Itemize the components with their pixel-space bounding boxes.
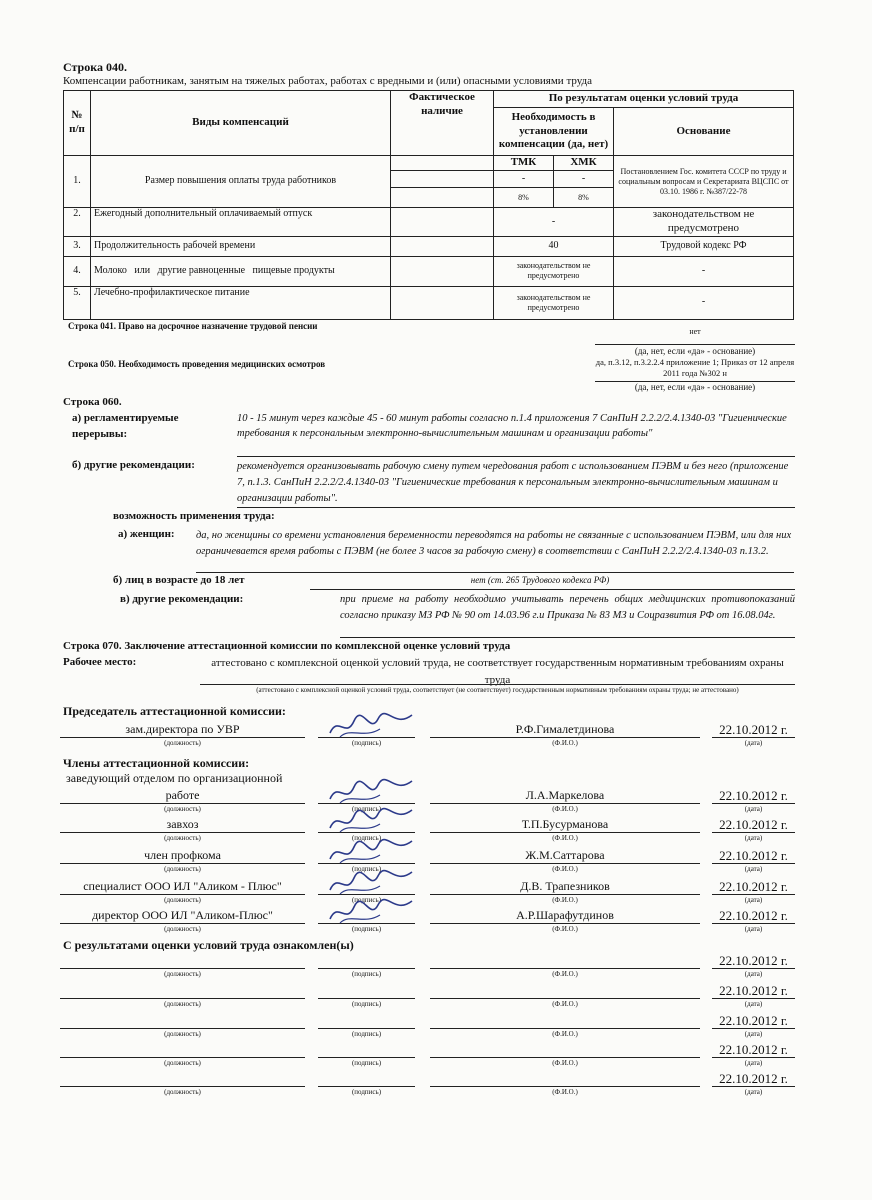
other2-value: при приеме на работу необходимо учитывать перечень общих медицинских противопоказаний согласно приказу МЗ РФ № 90 от 14.03.96 г.и Приказа № 83 МЗ и Соцразвития РФ от 16.08.04г. (340, 594, 795, 621)
chairman-name-line (430, 737, 700, 738)
member-5-name-line (430, 923, 700, 924)
acquainted-4-position-caption: (должность) (164, 1059, 201, 1067)
chairman-position-line (60, 737, 305, 738)
acquainted-5-signature-line (318, 1086, 415, 1087)
possibility-label: возможность применения труда: (113, 510, 275, 522)
acquainted-4-date-caption: (дата) (744, 1059, 763, 1067)
acquainted-2-position-line (60, 998, 305, 999)
section-050-value: да, п.3.12, п.3.2.2.4 приложение 1; Приказ от 12 апреля 2011 года №302 н (595, 357, 795, 379)
section-041-label: Строка 041. Право на досрочное назначение трудовой пенсии (68, 321, 318, 331)
minors-label: б) лиц в возрасте до 18 лет (113, 574, 245, 586)
acquainted-3-date: 22.10.2012 г. (719, 1013, 788, 1028)
member-5-position-line (60, 923, 305, 924)
acquainted-1-signature-caption: (подпись) (351, 970, 382, 978)
member-3-signature-caption: (подпись) (351, 865, 382, 873)
row-3-basis: Трудовой кодекс РФ (614, 236, 794, 256)
row-3-actual (391, 236, 494, 256)
women-value: да, но женщины со времени установления беременности переводятся на работы не связанные с использованием ПЭВМ, или для них ограничевается время работы с ПЭВМ (не более 3 часов за рабочую смену) в соответствии с СанПиН 2.2.2/2.4.1340-03 п.13.2. (196, 530, 792, 557)
row-4-num: 4. (64, 256, 91, 286)
member-4-signature-caption: (подпись) (351, 896, 382, 904)
section-050-caption: (да, нет, если «да» - основание) (634, 382, 756, 392)
row-5-basis: - (614, 286, 794, 319)
header-tmk: ТМК (494, 156, 554, 171)
member-2-date: 22.10.2012 г. (719, 817, 788, 832)
acquainted-1-date-caption: (дата) (744, 970, 763, 978)
member-2-position-caption: (должность) (164, 834, 201, 842)
header-results: По результатам оценки условий труда (494, 91, 794, 108)
section-050-label: Строка 050. Необходимость проведения медицинских осмотров (68, 359, 326, 369)
acquainted-1-name-caption: (Ф.И.О.) (552, 970, 578, 978)
acquainted-5-date: 22.10.2012 г. (719, 1071, 788, 1086)
member-1-position-line1: заведующий отделом по организационной (66, 771, 283, 785)
row-1-basis: Постановлением Гос. комитета СССР по труду и социальным вопросам и Секретариата ВЦСПС от 03.10. 1986 г. №387/22-78 (614, 156, 794, 208)
row-5-actual (391, 286, 494, 319)
member-3-position: член профкома (144, 848, 221, 862)
acquainted-2-signature-caption: (подпись) (351, 1000, 382, 1008)
member-4-date: 22.10.2012 г. (719, 879, 788, 894)
chairman-position-caption: (должность) (164, 739, 201, 747)
header-num: № п/п (64, 91, 91, 156)
row-1-actual-3 (391, 188, 494, 208)
acquainted-4-signature-caption: (подпись) (351, 1059, 382, 1067)
acquainted-3-signature-line (318, 1028, 415, 1029)
member-4-date-caption: (дата) (744, 896, 763, 904)
member-1-position-caption: (должность) (164, 805, 201, 813)
breaks-value: 10 - 15 минут через каждые 45 - 60 минут работы согласно п.1.4 приложения 7 СанПиН 2.2.2/2.4.1340-03 "Гигиенические требования к персональным электронно-вычислительным машинам и организации работы" (237, 413, 787, 440)
acquainted-2-date-caption: (дата) (744, 1000, 763, 1008)
acquainted-1-signature-line (318, 968, 415, 969)
chairman-title: Председатель аттестационной комиссии: (63, 704, 286, 718)
member-2-name-caption: (Ф.И.О.) (552, 834, 578, 842)
section-040-subtitle: Компенсации работникам, занятым на тяжелых работах, работах с вредными и (или) опасными условиями труда (63, 75, 593, 87)
member-1-name-caption: (Ф.И.О.) (552, 805, 578, 813)
member-2-signature-icon (320, 804, 420, 838)
member-2-position-line (60, 832, 305, 833)
acquainted-1-position-caption: (должность) (164, 970, 201, 978)
member-5-position-caption: (должность) (164, 925, 201, 933)
member-1-name-line (430, 803, 700, 804)
member-1-position: работе (165, 788, 200, 802)
member-3-signature-icon (320, 835, 420, 869)
row-1-xmk-1: - (554, 171, 614, 188)
acquainted-3-position-line (60, 1028, 305, 1029)
row-4-kind: Молоко или другие равноценные пищевые продукты (91, 256, 391, 286)
minors-value: нет (ст. 265 Трудового кодекса РФ) (470, 575, 610, 585)
acquainted-3-signature-caption: (подпись) (351, 1030, 382, 1038)
member-3-position-caption: (должность) (164, 865, 201, 873)
chairman-date: 22.10.2012 г. (719, 722, 788, 737)
acquainted-4-position-line (60, 1057, 305, 1058)
row-4-actual (391, 256, 494, 286)
acquainted-2-name-line (430, 998, 700, 999)
row-3-kind: Продолжительность рабочей времени (91, 236, 391, 256)
section-041-caption: (да, нет, если «да» - основание) (634, 346, 756, 356)
member-5-name: А.Р.Шарафутдинов (516, 908, 614, 922)
member-4-name-caption: (Ф.И.О.) (552, 896, 578, 904)
acquainted-2-name-caption: (Ф.И.О.) (552, 1000, 578, 1008)
member-2-date-caption: (дата) (744, 834, 763, 842)
acquainted-1-date: 22.10.2012 г. (719, 953, 788, 968)
acquainted-5-signature-caption: (подпись) (351, 1088, 382, 1096)
row-5-num: 5. (64, 286, 91, 319)
acquainted-4-name-caption: (Ф.И.О.) (552, 1059, 578, 1067)
row-4-basis: - (614, 256, 794, 286)
row-3-num: 3. (64, 236, 91, 256)
member-2-name: Т.П.Бусурманова (521, 817, 609, 831)
header-basis: Основание (614, 108, 794, 156)
row-1-tmk-2: 8% (494, 188, 554, 208)
other-recommendations-label: б) другие рекомендации: (72, 459, 195, 471)
row-5-necessity: законодательством не предусмотрено (494, 286, 614, 319)
member-2-position: завхоз (166, 817, 199, 831)
acquainted-5-name-caption: (Ф.И.О.) (552, 1088, 578, 1096)
chairman-position: зам.директора по УВР (125, 722, 240, 736)
section-070-label: Строка 070. Заключение аттестационной комиссии по комплексной оценке условий труда (63, 640, 511, 652)
member-5-signature-icon (320, 895, 420, 929)
member-4-position-caption: (должность) (164, 896, 201, 904)
acquainted-5-position-line (60, 1086, 305, 1087)
row-1-tmk-1: - (494, 171, 554, 188)
acquainted-3-date-caption: (дата) (744, 1030, 763, 1038)
member-1-signature-caption: (подпись) (351, 805, 382, 813)
workplace-label: Рабочее место: (63, 656, 137, 668)
row-1-actual-2 (391, 171, 494, 188)
members-title: Члены аттестационной комиссии: (63, 756, 250, 770)
member-4-position-line (60, 894, 305, 895)
row-1-actual (391, 156, 494, 171)
member-3-name: Ж.М.Саттарова (525, 848, 605, 862)
member-3-position-line (60, 863, 305, 864)
chairman-name: Р.Ф.Гималетдинова (515, 722, 615, 736)
member-2-name-line (430, 832, 700, 833)
women-label: а) женщин: (118, 528, 175, 540)
member-1-position-line (60, 803, 305, 804)
chairman-signature-icon (320, 709, 420, 743)
row-1-kind: Размер повышения оплаты труда работников (91, 156, 391, 208)
acquainted-5-date-caption: (дата) (744, 1088, 763, 1096)
row-1-xmk-2: 8% (554, 188, 614, 208)
row-2-basis: законодательством не предусмотрено (614, 208, 794, 237)
member-4-position: специалист ООО ИЛ "Аликом - Плюс" (83, 879, 282, 893)
acquainted-3-name-line (430, 1028, 700, 1029)
row-2-necessity: - (494, 208, 614, 237)
member-5-position: директор ООО ИЛ "Аликом-Плюс" (92, 908, 273, 922)
member-5-date: 22.10.2012 г. (719, 908, 788, 923)
member-3-name-caption: (Ф.И.О.) (552, 865, 578, 873)
chairman-date-caption: (дата) (744, 739, 763, 747)
workplace-value: аттестовано с комплексной оценкой условий труда, не соответствует государственным нормативным требованиям охраны труда (211, 657, 784, 686)
section-060-title: Строка 060. (63, 396, 122, 408)
compensation-table (63, 90, 794, 320)
row-2-num: 2. (64, 208, 91, 237)
member-5-signature-caption: (подпись) (351, 925, 382, 933)
row-4-necessity: законодательством не предусмотрено (494, 256, 614, 286)
header-necessity: Необходимость в установлении компенсации (да, нет) (494, 108, 614, 156)
acquainted-4-date: 22.10.2012 г. (719, 1042, 788, 1057)
acquainted-5-name-line (430, 1086, 700, 1087)
member-4-name-line (430, 894, 700, 895)
member-3-name-line (430, 863, 700, 864)
acquainted-4-signature-line (318, 1057, 415, 1058)
acquainted-2-date: 22.10.2012 г. (719, 983, 788, 998)
other-recommendations-value: рекомендуется организовывать рабочую смену путем чередования работ с использованием ПЭВМ и без него (приложение 7, п.1.3. СанПиН 2.2.2/2.4.1340-03 "Гигиенические требования к персональным электронно-вычислительным машинам и организации работы". (237, 461, 789, 504)
member-3-date: 22.10.2012 г. (719, 848, 788, 863)
member-1-date-caption: (дата) (744, 805, 763, 813)
chairman-signature-caption: (подпись) (351, 739, 382, 747)
breaks-label: а) регламентируемые перерывы: (72, 412, 179, 440)
acquainted-3-position-caption: (должность) (164, 1030, 201, 1038)
chairman-name-caption: (Ф.И.О.) (552, 739, 578, 747)
acquainted-2-position-caption: (должность) (164, 1000, 201, 1008)
acquainted-3-name-caption: (Ф.И.О.) (552, 1030, 578, 1038)
acquainted-1-position-line (60, 968, 305, 969)
row-5-kind: Лечебно-профилактическое питание (91, 286, 391, 319)
workplace-caption: (аттестовано с комплексной оценкой условий труда, соответствует (не соответствует) государственным нормативным требованиям охраны труда; не аттестовано) (256, 686, 739, 694)
member-1-date: 22.10.2012 г. (719, 788, 788, 803)
member-5-name-caption: (Ф.И.О.) (552, 925, 578, 933)
acquainted-title: С результатами оценки условий труда ознакомлен(ы) (63, 938, 354, 952)
member-2-signature-caption: (подпись) (351, 834, 382, 842)
row-1-num: 1. (64, 156, 91, 208)
header-kind: Виды компенсаций (91, 91, 391, 156)
acquainted-1-name-line (430, 968, 700, 969)
row-3-necessity: 40 (494, 236, 614, 256)
other2-label: в) другие рекомендации: (120, 593, 244, 605)
acquainted-2-signature-line (318, 998, 415, 999)
header-actual: Фактическое наличие (391, 91, 494, 156)
acquainted-5-position-caption: (должность) (164, 1088, 201, 1096)
member-1-name: Л.А.Маркелова (525, 788, 605, 802)
row-2-actual (391, 208, 494, 237)
member-5-date-caption: (дата) (744, 925, 763, 933)
section-040-title: Строка 040. (63, 60, 127, 74)
row-2-kind: Ежегодный дополнительный оплачиваемый отпуск (91, 208, 391, 237)
member-4-name: Д.В. Трапезников (520, 879, 610, 893)
member-3-date-caption: (дата) (744, 865, 763, 873)
header-xmk: ХМК (554, 156, 614, 171)
section-041-value: нет (689, 327, 701, 336)
acquainted-4-name-line (430, 1057, 700, 1058)
